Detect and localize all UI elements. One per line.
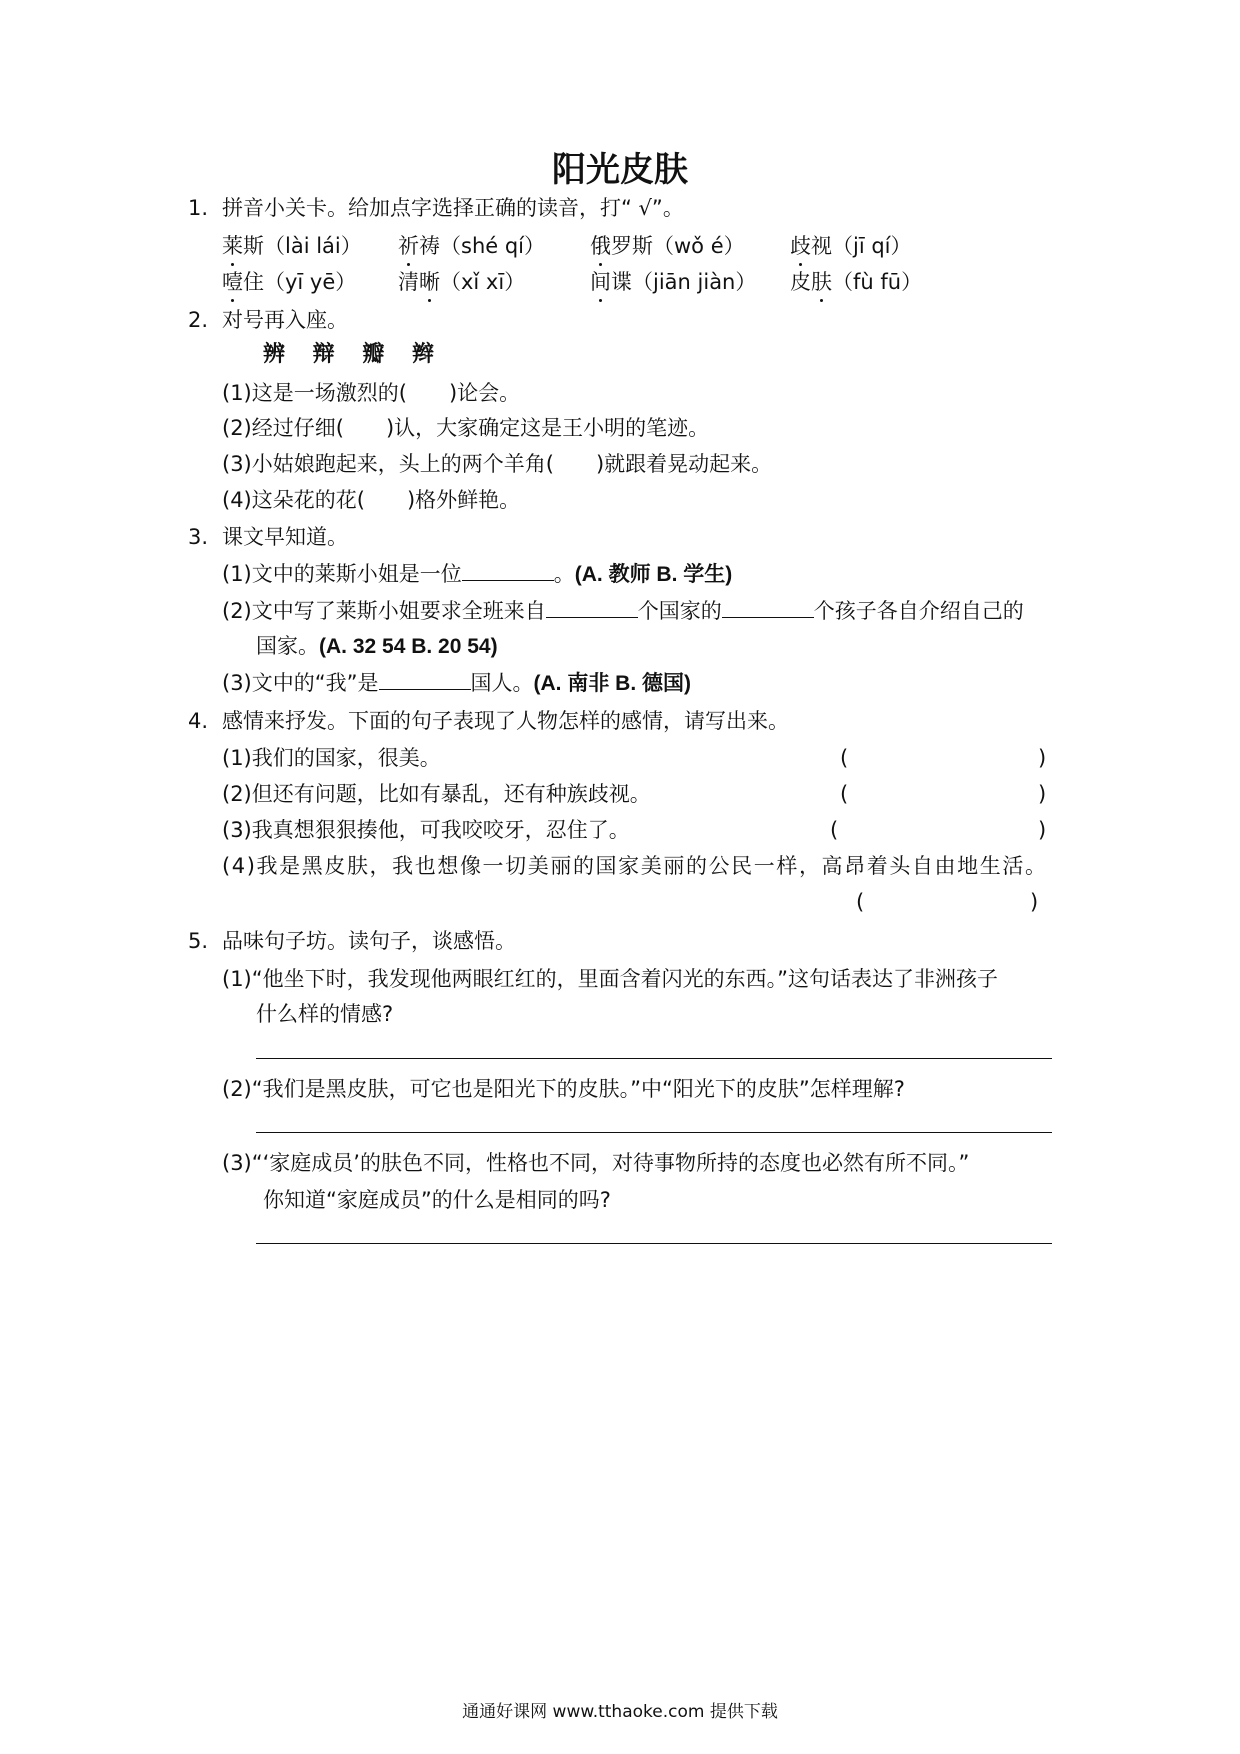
- fill-item-3: (3)小姑娘跑起来，头上的两个羊角( )就跟着晃动起来。: [222, 452, 773, 476]
- question-1-prompt: 拼音小关卡。给加点字选择正确的读音，打“ √”。: [222, 196, 684, 220]
- answer-line[interactable]: [256, 1058, 1052, 1059]
- emotion-item-3: (3)我真想狠狠揍他，可我咬咬牙，忍住了。: [222, 818, 630, 842]
- pinyin-item-2: 祈祷（shé qí）: [398, 231, 545, 261]
- question-number-2: 2.: [188, 308, 209, 332]
- reflection-item-3-continued: 你知道“家庭成员”的什么是相同的吗?: [263, 1188, 611, 1212]
- fill-item-1: (1)这是一场激烈的( )论会。: [222, 381, 521, 405]
- knowledge-item-2: (2)文中写了莱斯小姐要求全班来自 个国家的 个孩子各自介绍自己的: [222, 599, 1024, 623]
- knowledge-item-1: (1)文中的莱斯小姐是一位 。(A. 教师 B. 学生): [222, 562, 733, 586]
- page-title: 阳光皮肤: [552, 150, 688, 190]
- pinyin-item-5: 噎住（yī yē）: [222, 267, 356, 297]
- reflection-item-3: (3)“‘家庭成员’的肤色不同，性格也不同，对待事物所持的态度也必然有所不同。”: [222, 1151, 970, 1175]
- answer-paren-close: ): [1038, 818, 1047, 842]
- question-number-3: 3.: [188, 525, 209, 549]
- question-number-1: 1.: [188, 196, 209, 220]
- question-4-prompt: 感情来抒发。下面的句子表现了人物怎样的感情，请写出来。: [222, 709, 789, 733]
- answer-paren-close: ): [1038, 782, 1047, 806]
- question-number-5: 5.: [188, 929, 209, 953]
- answer-blank[interactable]: [462, 562, 554, 581]
- answer-blank[interactable]: [379, 671, 471, 690]
- reflection-item-2: (2)“我们是黑皮肤，可它也是阳光下的皮肤。”中“阳光下的皮肤”怎样理解?: [222, 1077, 905, 1101]
- question-5-prompt: 品味句子坊。读句子，谈感悟。: [222, 929, 516, 953]
- pinyin-item-4: 歧视（jī qí）: [790, 231, 912, 261]
- fill-item-4: (4)这朵花的花( )格外鲜艳。: [222, 488, 521, 512]
- answer-paren-open: (: [840, 782, 849, 806]
- pinyin-item-1: 莱斯（lài lái）: [222, 231, 362, 261]
- reflection-item-1: (1)“他坐下时，我发现他两眼红红的，里面含着闪光的东西。”这句话表达了非洲孩子: [222, 967, 999, 991]
- fill-item-2: (2)经过仔细( )认，大家确定这是王小明的笔迹。: [222, 416, 710, 440]
- emotion-item-1: (1)我们的国家，很美。: [222, 746, 441, 770]
- pinyin-item-3: 俄罗斯（wǒ é）: [590, 231, 745, 261]
- emotion-item-2: (2)但还有问题，比如有暴乱，还有种族歧视。: [222, 782, 651, 806]
- footer-source: 通通好课网 www.tthaoke.com 提供下载: [462, 1702, 778, 1722]
- reflection-item-1-continued: 什么样的情感?: [256, 1002, 394, 1026]
- answer-paren-close: ): [1038, 746, 1047, 770]
- question-2-prompt: 对号再入座。: [222, 308, 348, 332]
- pinyin-item-8: 皮肤（fù fū）: [790, 267, 922, 297]
- character-choices: 辨 辩 瓣 辫: [263, 342, 444, 367]
- knowledge-item-2-continued: 国家。(A. 32 54 B. 20 54): [256, 634, 498, 658]
- question-3-prompt: 课文早知道。: [222, 525, 348, 549]
- answer-line[interactable]: [256, 1243, 1052, 1244]
- pinyin-item-7: 间谍（jiān jiàn）: [590, 267, 756, 297]
- knowledge-item-3: (3)文中的“我”是 国人。(A. 南非 B. 德国): [222, 671, 692, 695]
- answer-paren-open: (: [840, 746, 849, 770]
- answer-paren-close: ): [1030, 890, 1039, 914]
- answer-blank[interactable]: [546, 599, 638, 618]
- answer-blank[interactable]: [722, 599, 814, 618]
- answer-line[interactable]: [256, 1132, 1052, 1133]
- question-number-4: 4.: [188, 709, 209, 733]
- answer-paren-open: (: [830, 818, 839, 842]
- answer-paren-open: (: [856, 890, 865, 914]
- emotion-item-4: (4)我是黑皮肤，我也想像一切美丽的国家美丽的公民一样，高昂着头自由地生活。: [222, 854, 1048, 878]
- pinyin-item-6: 清晰（xǐ xī）: [398, 267, 525, 297]
